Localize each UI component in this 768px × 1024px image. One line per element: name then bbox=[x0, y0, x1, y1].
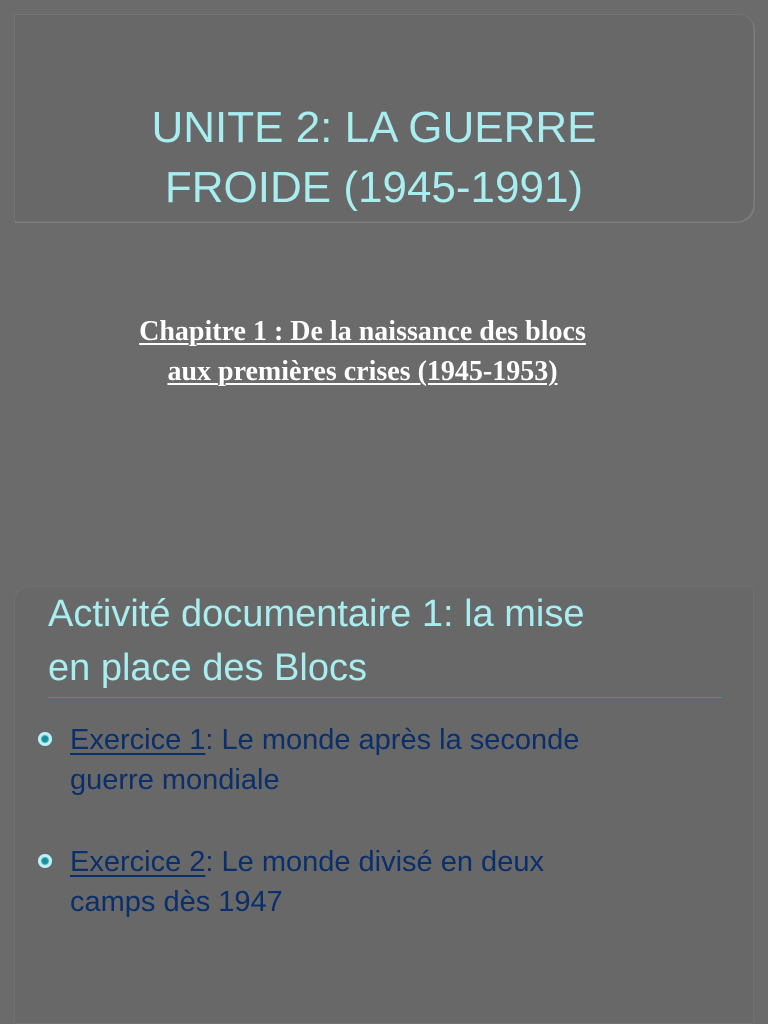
unit-title bbox=[14, 98, 734, 218]
chapter-heading-line-2: aux premières crises (1945-1953) bbox=[167, 356, 558, 387]
chapter-heading-line-1: Chapitre 1 : De la naissance des blocs bbox=[139, 316, 586, 347]
unit-title-line-1: UNITE 2: LA GUERRE bbox=[151, 103, 597, 152]
bullet-icon bbox=[38, 732, 52, 746]
bullet-icon bbox=[38, 854, 52, 868]
exercice-2-description-line-2: camps dès 1947 bbox=[70, 886, 283, 918]
exercice-1-link[interactable]: Exercice 1 bbox=[70, 724, 206, 756]
activity-title-line-2: en place des Blocs bbox=[48, 647, 367, 689]
exercice-1-description-line-2: guerre mondiale bbox=[70, 764, 280, 796]
activity-title-line-1: Activité documentaire 1: la mise bbox=[48, 593, 585, 635]
list-item-exercice-1 bbox=[38, 720, 718, 800]
list-item-exercice-2 bbox=[38, 842, 718, 922]
activity-divider bbox=[48, 697, 722, 698]
chapter-heading bbox=[30, 312, 695, 392]
activity-title bbox=[48, 587, 728, 695]
exercice-2-link[interactable]: Exercice 2 bbox=[70, 846, 206, 878]
unit-title-line-2: FROIDE (1945-1991) bbox=[164, 163, 584, 212]
exercice-2-description: : Le monde divisé en deux bbox=[205, 846, 544, 878]
exercice-1-description: : Le monde après la seconde bbox=[205, 724, 580, 756]
